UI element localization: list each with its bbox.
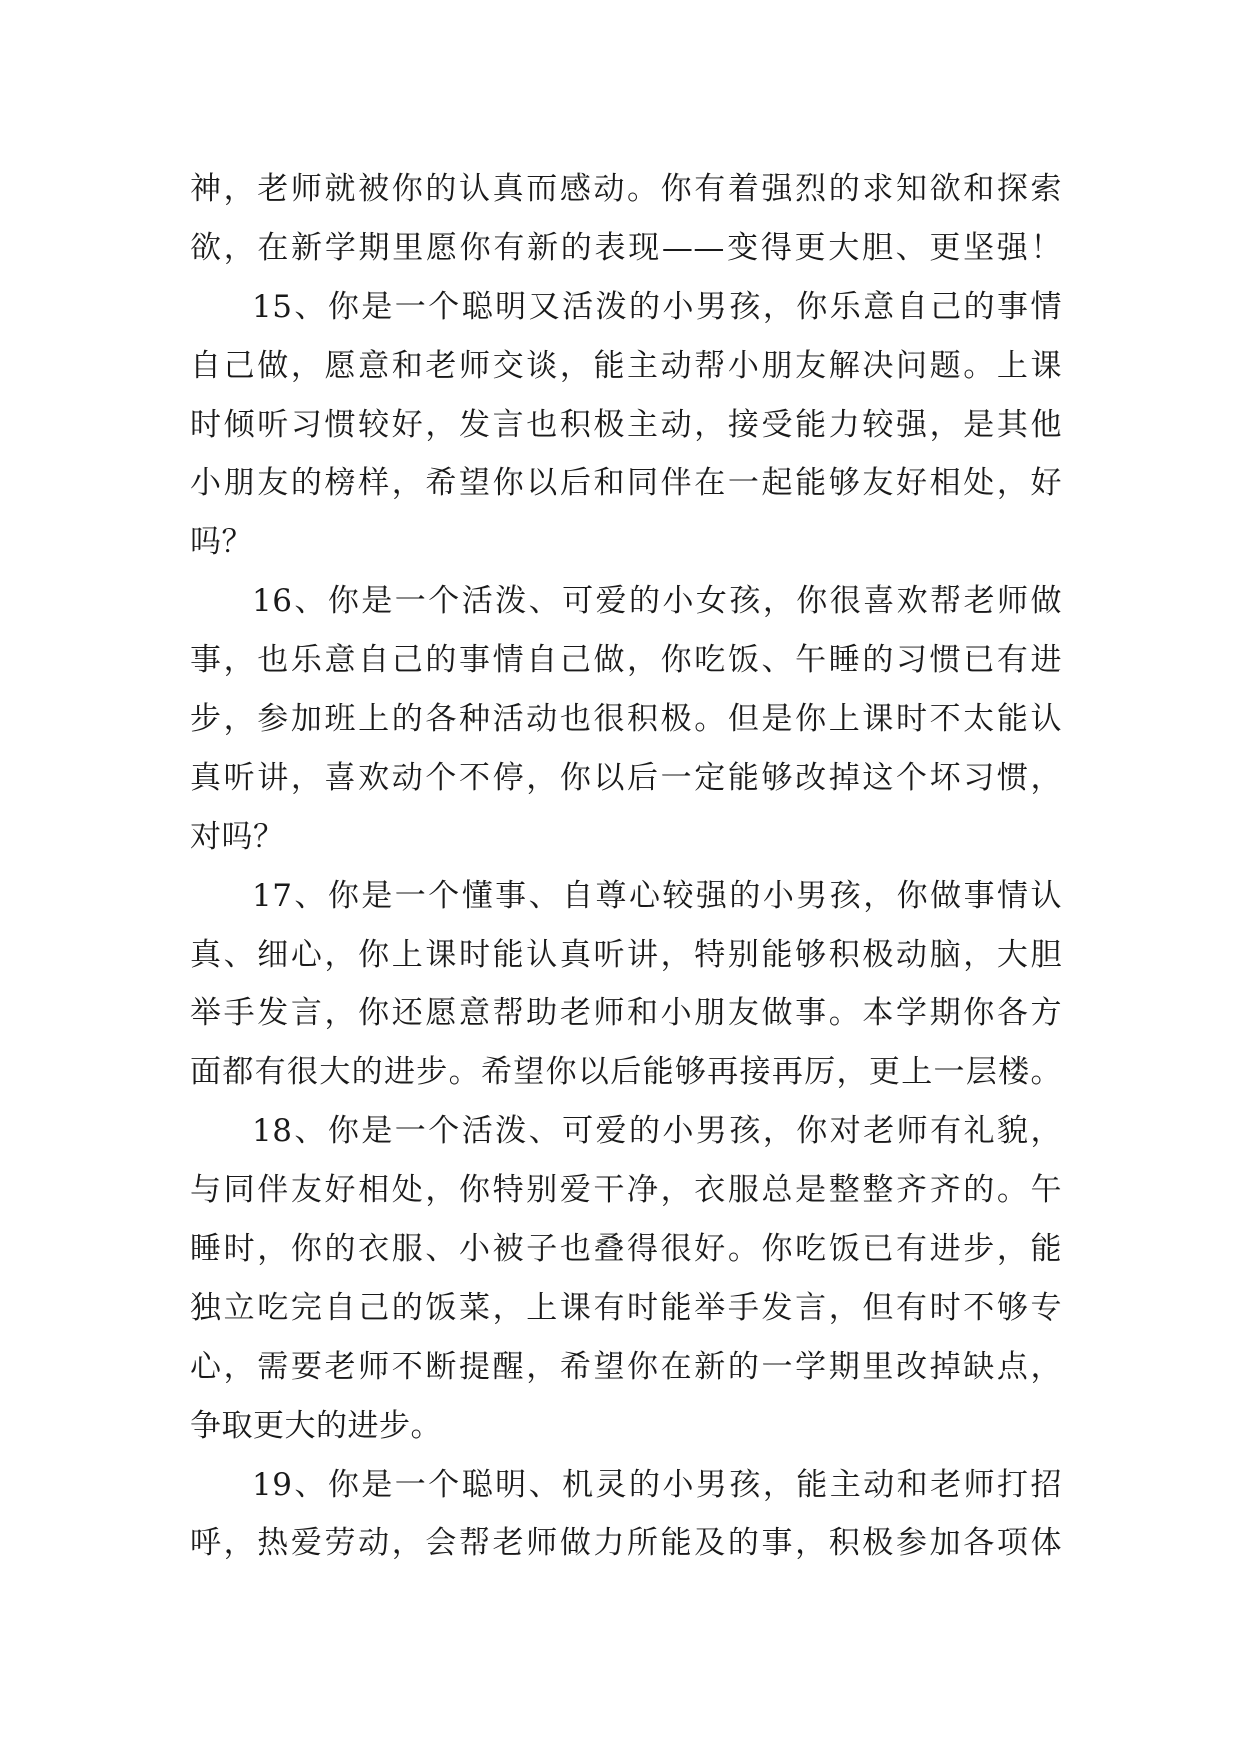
- body-text: [190, 160, 1062, 1573]
- text-line: 吗？: [190, 524, 253, 561]
- text-line: 步，参加班上的各种活动也很积极。但是你上课时不太能认: [190, 701, 1062, 738]
- text-line: 小朋友的榜样，希望你以后和同伴在一起能够友好相处，好: [190, 465, 1062, 502]
- text-line: 真、细心，你上课时能认真听讲，特别能够积极动脑，大胆: [190, 936, 1062, 973]
- text-line: 呼，热爱劳动，会帮老师做力所能及的事，积极参加各项体: [190, 1525, 1062, 1562]
- text-line: 争取更大的进步。: [190, 1407, 442, 1444]
- text-line: 独立吃完自己的饭菜，上课有时能举手发言，但有时不够专: [190, 1289, 1062, 1326]
- text-line: 与同伴友好相处，你特别爱干净，衣服总是整整齐齐的。午: [190, 1172, 1062, 1209]
- text-line: 时倾听习惯较好，发言也积极主动，接受能力较强，是其他: [190, 406, 1062, 443]
- text-line: 心，需要老师不断提醒，希望你在新的一学期里改掉缺点，: [190, 1348, 1062, 1385]
- paragraph-19-start: 19、你是一个聪明、机灵的小男孩，能主动和老师打招: [252, 1466, 1062, 1503]
- paragraph-17-start: 17、你是一个懂事、自尊心较强的小男孩，你做事情认: [252, 877, 1062, 914]
- text-line: 自己做，愿意和老师交谈，能主动帮小朋友解决问题。上课: [190, 347, 1062, 384]
- text-line: 欲，在新学期里愿你有新的表现——变得更大胆、更坚强！: [190, 229, 1062, 266]
- text-line: 神，老师就被你的认真而感动。你有着强烈的求知欲和探索: [190, 171, 1062, 207]
- text-line: 举手发言，你还愿意帮助老师和小朋友做事。本学期你各方: [190, 995, 1062, 1032]
- paragraph-18-start: 18、你是一个活泼、可爱的小男孩，你对老师有礼貌，: [252, 1113, 1062, 1150]
- text-line: 真听讲，喜欢动个不停，你以后一定能够改掉这个坏习惯，: [190, 759, 1062, 796]
- text-line: 事，也乐意自己的事情自己做，你吃饭、午睡的习惯已有进: [190, 642, 1062, 679]
- paragraph-16-start: 16、你是一个活泼、可爱的小女孩，你很喜欢帮老师做: [252, 583, 1062, 620]
- paragraph-15-start: 15、你是一个聪明又活泼的小男孩，你乐意自己的事情: [252, 288, 1062, 325]
- text-line: 面都有很大的进步。希望你以后能够再接再厉，更上一层楼。: [190, 1054, 1062, 1091]
- text-line: 对吗？: [190, 818, 285, 855]
- text-line: 睡时，你的衣服、小被子也叠得很好。你吃饭已有进步，能: [190, 1231, 1062, 1268]
